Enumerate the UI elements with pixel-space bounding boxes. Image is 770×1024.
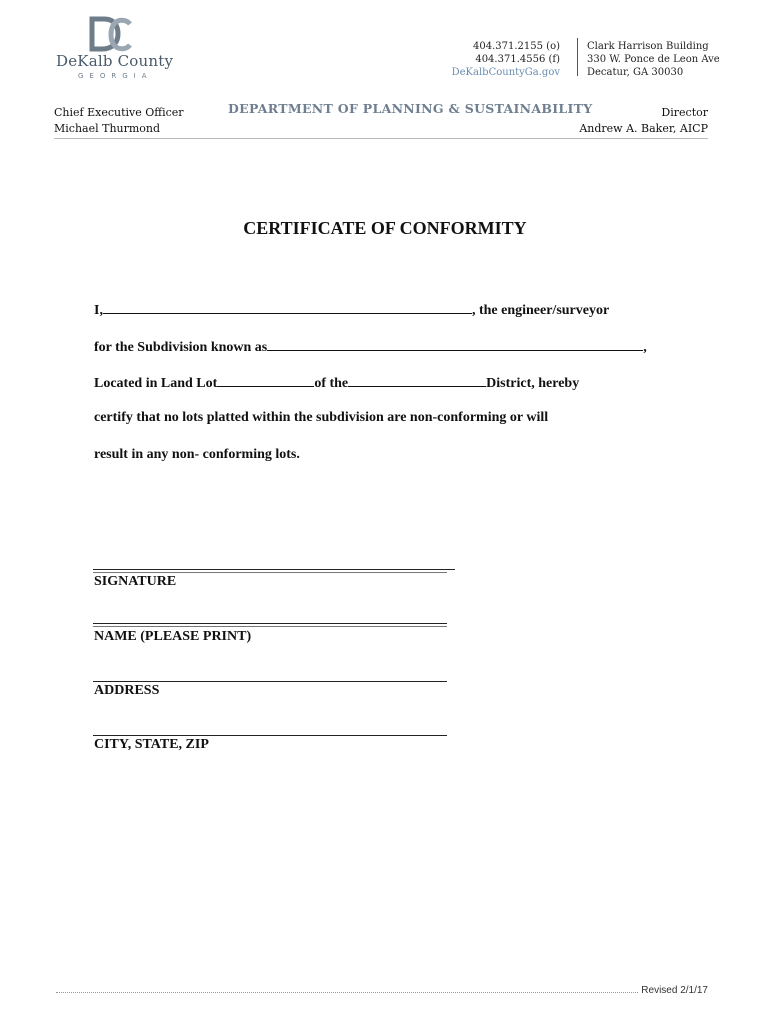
website-link[interactable]: DeKalbCountyGa.gov: [451, 67, 560, 78]
city-state-zip-field[interactable]: [93, 735, 447, 736]
engineer-line: [94, 301, 609, 319]
result-line: result in any non- conforming lots.: [94, 447, 300, 462]
director-title: Director: [661, 106, 708, 119]
director-name: Andrew A. Baker, AICP: [579, 122, 708, 135]
address-label: ADDRESS: [94, 683, 160, 698]
office-address: [587, 40, 747, 79]
ceo-title: Chief Executive Officer: [54, 106, 184, 119]
location-line: [94, 374, 579, 392]
logo-name: DeKalb County: [56, 52, 174, 70]
signature-label: SIGNATURE: [94, 574, 177, 589]
logo-subtitle: GEORGIA: [78, 72, 153, 80]
engineer-suffix: , the engineer/surveyor: [471, 303, 610, 318]
director-block: [579, 105, 708, 137]
footer-rule: [56, 992, 708, 993]
header-rule: [54, 138, 708, 139]
phone-number: 404.371.2155 (o): [473, 41, 560, 52]
district-suffix: District, hereby: [486, 376, 580, 391]
address-field[interactable]: [93, 681, 447, 682]
signature-field[interactable]: [93, 569, 455, 570]
county-logo: [56, 16, 176, 86]
district-field[interactable]: [348, 374, 486, 387]
city-state-zip-label: CITY, STATE, ZIP: [94, 737, 209, 752]
name-field-underline: [93, 626, 447, 627]
subdivision-prefix: for the Subdivision known as: [94, 340, 268, 355]
name-label: NAME (PLEASE PRINT): [94, 629, 252, 644]
subdivision-line: [94, 338, 647, 356]
revision-date: Revised 2/1/17: [641, 985, 708, 996]
fax-number: 404.371.4556 (f): [475, 54, 560, 65]
land-lot-prefix: Located in Land Lot: [94, 376, 218, 391]
certify-line: certify that no lots platted within the subdivision are non-conforming or will: [94, 410, 549, 425]
address-line-2: 330 W. Ponce de Leon Ave: [587, 54, 720, 65]
engineer-prefix: I,: [94, 303, 103, 318]
address-line-1: Clark Harrison Building: [587, 41, 709, 52]
header-divider: [577, 38, 578, 76]
department-name: DEPARTMENT OF PLANNING & SUSTAINABILITY: [228, 101, 593, 116]
document-title: CERTIFICATE OF CONFORMITY: [243, 218, 527, 238]
district-of-the: of the: [314, 376, 349, 391]
subdivision-suffix: ,: [643, 340, 647, 355]
subdivision-name-field[interactable]: [267, 338, 643, 351]
engineer-name-field[interactable]: [103, 301, 472, 314]
ceo-name: Michael Thurmond: [54, 122, 161, 135]
signature-field-underline: [93, 572, 447, 573]
contact-info: [440, 40, 560, 79]
land-lot-field[interactable]: [217, 374, 314, 387]
name-field[interactable]: [93, 623, 447, 624]
ceo-block: [54, 105, 184, 137]
address-line-3: Decatur, GA 30030: [587, 67, 684, 78]
dc-logo-icon: [88, 16, 132, 52]
